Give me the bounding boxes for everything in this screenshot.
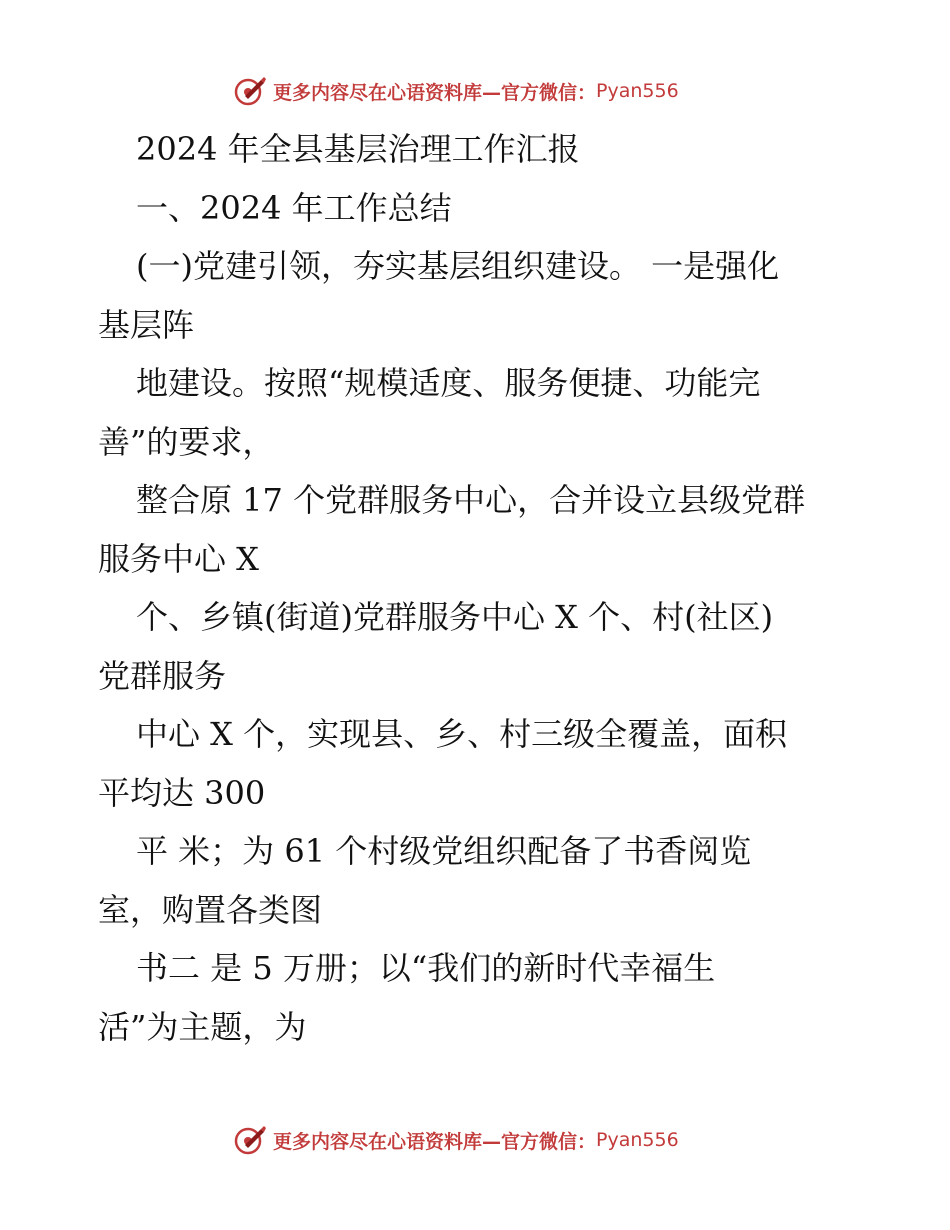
paragraph-line: 中心 X 个，实现县、乡、村三级全覆盖，面积 bbox=[136, 715, 788, 753]
paragraph-line: 地建设。按照“规模适度、服务便捷、功能完 bbox=[136, 364, 761, 402]
pen-logo-icon bbox=[233, 74, 267, 108]
paragraph-line: 个、乡镇(街道)党群服务中心 X 个、村(社区) bbox=[136, 598, 774, 636]
paragraph-line: 活”为主题，为 bbox=[98, 1007, 307, 1046]
paragraph-line: 服务中心 X bbox=[98, 539, 259, 578]
paragraph-line: 室，购置各类图 bbox=[98, 890, 323, 929]
paragraph-line: 基层阵 bbox=[98, 305, 195, 344]
watermark-text: 更多内容尽在心语资料库—官方微信： bbox=[273, 81, 597, 104]
paragraph-line: 善”的要求， bbox=[98, 422, 275, 461]
document-body bbox=[98, 120, 868, 1056]
document-title: 2024 年全县基层治理工作汇报 bbox=[136, 130, 580, 168]
paragraph-line: (一)党建引领，夯实基层组织建设。 一是强化 bbox=[136, 247, 780, 285]
paragraph-line: 平均达 300 bbox=[98, 773, 266, 812]
watermark-wechat-id: Pyan556 bbox=[596, 1129, 679, 1151]
pen-logo-icon bbox=[233, 1123, 267, 1157]
section-heading: 一、2024 年工作总结 bbox=[136, 188, 452, 227]
paragraph-line: 党群服务 bbox=[98, 656, 227, 695]
paragraph-line: 整合原 17 个党群服务中心，合并设立县级党群 bbox=[136, 481, 806, 519]
watermark-wechat-id: Pyan556 bbox=[596, 80, 679, 102]
paragraph-line: 平 米；为 61 个村级党组织配备了书香阅览 bbox=[136, 832, 752, 870]
watermark-header bbox=[233, 74, 679, 108]
paragraph-line: 书二 是 5 万册；以“我们的新时代幸福生 bbox=[136, 949, 716, 987]
watermark-footer bbox=[233, 1123, 679, 1157]
watermark-text: 更多内容尽在心语资料库—官方微信： bbox=[273, 1130, 597, 1153]
